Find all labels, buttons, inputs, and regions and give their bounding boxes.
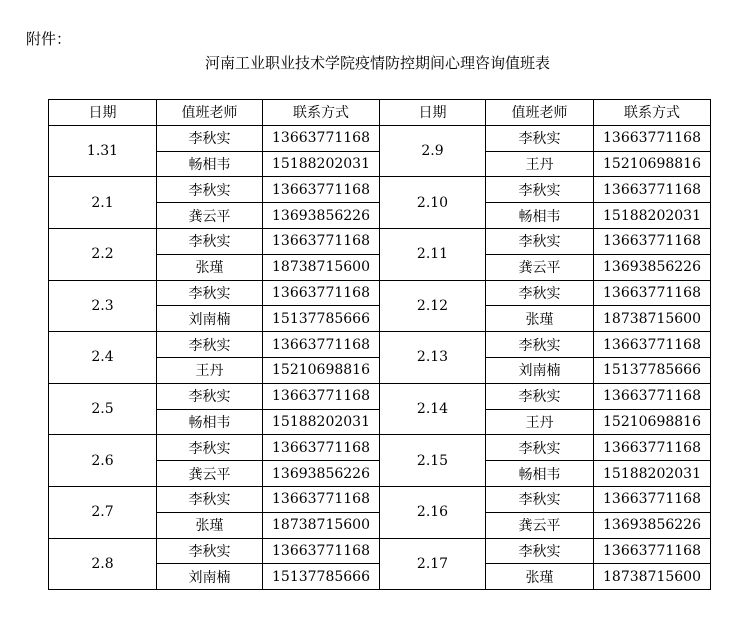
table-row [49, 383, 711, 409]
phone-cell: 15210698816 [263, 357, 380, 383]
teacher-cell: 李秋实 [157, 177, 263, 203]
date-cell: 2.6 [49, 435, 157, 487]
teacher-cell: 李秋实 [486, 125, 594, 151]
date-cell: 2.10 [380, 177, 486, 229]
date-cell: 2.9 [380, 125, 486, 177]
phone-cell: 18738715600 [594, 564, 711, 590]
teacher-cell: 龚云平 [486, 512, 594, 538]
phone-cell: 15188202031 [263, 409, 380, 435]
teacher-cell: 李秋实 [157, 125, 263, 151]
table-header-row [49, 100, 711, 126]
teacher-cell: 龚云平 [157, 203, 263, 229]
phone-cell: 13693856226 [263, 461, 380, 487]
phone-cell: 13663771168 [594, 383, 711, 409]
table-row [49, 228, 711, 254]
column-header: 值班老师 [486, 100, 594, 126]
table-row [49, 125, 711, 151]
phone-cell: 15210698816 [594, 151, 711, 177]
table-row [49, 280, 711, 306]
teacher-cell: 龚云平 [486, 254, 594, 280]
teacher-cell: 张瑾 [157, 512, 263, 538]
phone-cell: 15137785666 [263, 306, 380, 332]
teacher-cell: 王丹 [157, 357, 263, 383]
column-header: 联系方式 [594, 100, 711, 126]
table-body [49, 125, 711, 589]
date-cell: 2.16 [380, 486, 486, 538]
phone-cell: 13693856226 [594, 512, 711, 538]
teacher-cell: 李秋实 [486, 332, 594, 358]
teacher-cell: 李秋实 [157, 280, 263, 306]
phone-cell: 13663771168 [594, 177, 711, 203]
phone-cell: 13663771168 [263, 435, 380, 461]
table-row [49, 435, 711, 461]
date-cell: 2.11 [380, 228, 486, 280]
date-cell: 2.8 [49, 538, 157, 590]
teacher-cell: 张瑾 [486, 564, 594, 590]
phone-cell: 15137785666 [263, 564, 380, 590]
phone-cell: 18738715600 [594, 306, 711, 332]
phone-cell: 18738715600 [263, 254, 380, 280]
phone-cell: 13663771168 [263, 228, 380, 254]
table-row [49, 332, 711, 358]
teacher-cell: 李秋实 [157, 435, 263, 461]
date-cell: 2.15 [380, 435, 486, 487]
phone-cell: 13663771168 [263, 125, 380, 151]
attachment-label: 附件： [26, 30, 72, 48]
phone-cell: 18738715600 [263, 512, 380, 538]
teacher-cell: 李秋实 [486, 538, 594, 564]
date-cell: 2.5 [49, 383, 157, 435]
teacher-cell: 刘南楠 [157, 306, 263, 332]
column-header: 日期 [380, 100, 486, 126]
page-title: 河南工业职业技术学院疫情防控期间心理咨询值班表 [204, 54, 550, 72]
date-cell: 2.17 [380, 538, 486, 590]
date-cell: 2.1 [49, 177, 157, 229]
date-cell: 2.3 [49, 280, 157, 332]
phone-cell: 13663771168 [594, 486, 711, 512]
teacher-cell: 李秋实 [486, 435, 594, 461]
date-cell: 2.4 [49, 332, 157, 384]
phone-cell: 13693856226 [263, 203, 380, 229]
teacher-cell: 李秋实 [157, 486, 263, 512]
teacher-cell: 李秋实 [157, 538, 263, 564]
phone-cell: 13663771168 [263, 332, 380, 358]
phone-cell: 15188202031 [594, 203, 711, 229]
teacher-cell: 龚云平 [157, 461, 263, 487]
teacher-cell: 畅相韦 [157, 409, 263, 435]
phone-cell: 13693856226 [594, 254, 711, 280]
phone-cell: 13663771168 [263, 538, 380, 564]
date-cell: 2.14 [380, 383, 486, 435]
column-header: 联系方式 [263, 100, 380, 126]
teacher-cell: 李秋实 [486, 280, 594, 306]
table-row [49, 486, 711, 512]
duty-schedule-table [48, 99, 711, 590]
phone-cell: 13663771168 [263, 280, 380, 306]
teacher-cell: 李秋实 [486, 228, 594, 254]
phone-cell: 13663771168 [263, 177, 380, 203]
teacher-cell: 刘南楠 [486, 357, 594, 383]
teacher-cell: 李秋实 [486, 177, 594, 203]
date-cell: 2.7 [49, 486, 157, 538]
phone-cell: 13663771168 [594, 538, 711, 564]
teacher-cell: 李秋实 [157, 228, 263, 254]
date-cell: 2.13 [380, 332, 486, 384]
teacher-cell: 张瑾 [486, 306, 594, 332]
teacher-cell: 王丹 [486, 151, 594, 177]
date-cell: 2.12 [380, 280, 486, 332]
phone-cell: 15188202031 [594, 461, 711, 487]
phone-cell: 15210698816 [594, 409, 711, 435]
date-cell: 1.31 [49, 125, 157, 177]
teacher-cell: 王丹 [486, 409, 594, 435]
teacher-cell: 刘南楠 [157, 564, 263, 590]
phone-cell: 15188202031 [263, 151, 380, 177]
teacher-cell: 畅相韦 [486, 461, 594, 487]
column-header: 值班老师 [157, 100, 263, 126]
column-header: 日期 [49, 100, 157, 126]
teacher-cell: 张瑾 [157, 254, 263, 280]
teacher-cell: 李秋实 [486, 486, 594, 512]
table-row [49, 538, 711, 564]
phone-cell: 13663771168 [263, 486, 380, 512]
phone-cell: 13663771168 [594, 280, 711, 306]
teacher-cell: 畅相韦 [486, 203, 594, 229]
phone-cell: 13663771168 [594, 435, 711, 461]
teacher-cell: 李秋实 [157, 332, 263, 358]
phone-cell: 13663771168 [594, 332, 711, 358]
teacher-cell: 李秋实 [157, 383, 263, 409]
teacher-cell: 李秋实 [486, 383, 594, 409]
table-row [49, 177, 711, 203]
date-cell: 2.2 [49, 228, 157, 280]
phone-cell: 15137785666 [594, 357, 711, 383]
teacher-cell: 畅相韦 [157, 151, 263, 177]
phone-cell: 13663771168 [263, 383, 380, 409]
phone-cell: 13663771168 [594, 125, 711, 151]
phone-cell: 13663771168 [594, 228, 711, 254]
